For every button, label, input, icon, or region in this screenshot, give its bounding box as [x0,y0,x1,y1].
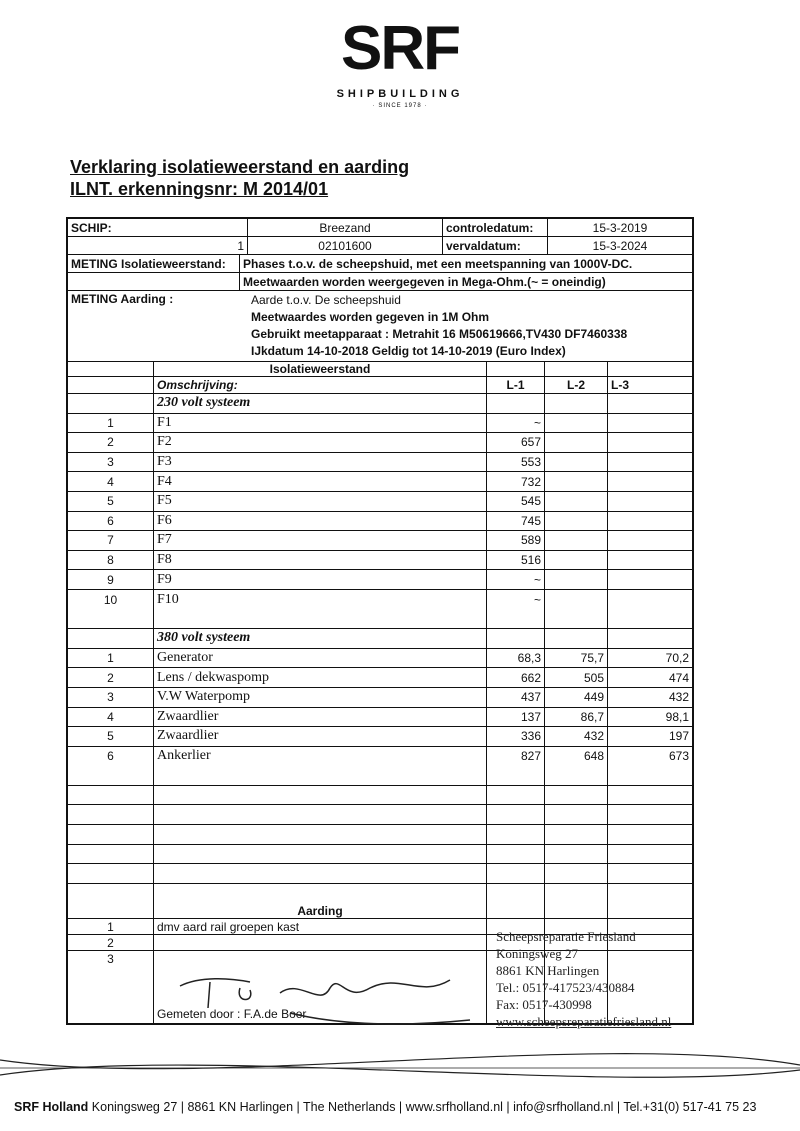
value-l2 [545,805,608,824]
value-l2 [545,786,608,805]
value-l3: 432 [668,690,689,705]
table-row [68,433,692,453]
schip-label: SCHIP: [68,219,248,236]
table-row [68,747,692,767]
table-row [68,590,692,610]
table-row [68,845,692,865]
footer-address: Koningsweg 27 | 8861 KN Harlingen | The Netherlands | www.srfholland.nl | info@srfholland.nl | Tel.+31(0) 517-41 75 23 [88,1100,757,1114]
value-l1 [487,766,545,785]
blank-cell [487,610,545,629]
aarding-meting-lines [251,292,627,360]
value-l2 [545,570,608,589]
value-l2 [545,590,608,610]
col-l2: L-2 [545,377,608,393]
signature [170,968,490,1038]
row-description [154,845,487,864]
row-description: F6 [154,512,487,531]
value-l2 [545,551,608,570]
stamp-line: 8861 KN Harlingen [496,963,600,978]
value-l2 [545,531,608,550]
row-number: 4 [68,472,154,491]
value-l3 [608,551,692,570]
section-230-title: 230 volt systeem [154,394,487,413]
row-description: F5 [154,492,487,511]
aarding-meting-line: Meetwaardes worden gegeven in 1M Ohm [251,310,490,324]
blank-cell [545,629,608,648]
blank-cell [487,903,545,918]
row-number: 9 [68,570,154,589]
row-description: F1 [154,414,487,433]
table-row [68,805,692,825]
blank-cell [608,610,692,629]
number-value: 1 [68,237,248,254]
row-number: 8 [68,551,154,570]
row-number: 2 [68,935,154,950]
row-description: F4 [154,472,487,491]
row-description [154,864,487,883]
page-footer [14,1100,756,1114]
header-row-meting-1 [68,255,692,273]
value-l1: 336 [487,727,545,746]
value-l3 [608,492,692,511]
value-l1: ~ [487,414,545,433]
row-description [154,935,487,950]
row-number: 1 [68,414,154,433]
company-logo [0,14,800,109]
value-l2 [545,492,608,511]
col-omschrijving: Omschrijving: [154,377,487,393]
row-number: 3 [68,951,154,967]
value-l3 [608,414,692,433]
value-l2 [545,884,608,904]
value-l1 [487,845,545,864]
row-number: 6 [68,747,154,767]
row-description: F10 [154,590,487,610]
row-description: dmv aard rail groepen kast [154,919,487,934]
row-number: 2 [68,433,154,452]
logo-brand: SRF [341,14,459,83]
document-title [70,156,409,200]
aarding-meting-line: IJkdatum 14-10-2018 Geldig tot 14-10-2019 (Euro Index) [251,344,566,358]
value-l3 [608,512,692,531]
value-l1: 437 [487,688,545,707]
header-row-schip [68,219,692,237]
value-l3 [608,531,692,550]
stamp-line: www.scheepsreparatiefriesland.nl [496,1014,672,1029]
value-l2 [545,414,608,433]
table-row [68,708,692,728]
stamp-line: Koningsweg 27 [496,946,578,961]
spacer-row [68,610,692,630]
value-l3 [608,766,692,785]
row-description [154,766,487,785]
value-l3 [608,570,692,589]
value-l2: 75,7 [545,649,608,668]
row-number: 10 [68,590,154,610]
gemeten-door: Gemeten door : F.A.de Boer [154,967,487,1023]
section-title: Isolatieweerstand [154,362,487,376]
stamp-line: Fax: 0517-430998 [496,997,592,1012]
aarding-title: Aarding [154,903,487,918]
value-l3 [608,825,692,844]
row-number: 1 [68,649,154,668]
table-section-header [68,362,692,377]
value-l3: 70,2 [665,651,689,666]
value-l2 [545,472,608,491]
row-description [154,884,487,904]
blank-cell [608,362,692,376]
value-l1 [487,825,545,844]
row-description: F3 [154,453,487,472]
blank-cell [68,629,154,648]
row-number: 4 [68,708,154,727]
blank-cell [487,629,545,648]
blank-cell [608,903,692,918]
row-description: F2 [154,433,487,452]
section-380-row [68,629,692,649]
row-number: 3 [68,688,154,707]
table-row [68,649,692,669]
value-l3 [608,433,692,452]
blank-cell [545,362,608,376]
row-description: V.W Waterpomp [154,688,487,707]
table-row [68,570,692,590]
value-l3 [608,786,692,805]
value-l3: 673 [668,749,689,764]
value-l2 [545,512,608,531]
row-description: Ankerlier [154,747,487,767]
row-number: 3 [68,453,154,472]
value-l1: ~ [487,590,545,610]
row-number [68,864,154,883]
value-l3 [608,472,692,491]
value-l2: 86,7 [545,708,608,727]
table-row [68,786,692,806]
value-l1: 68,3 [487,649,545,668]
table-row [68,688,692,708]
controledatum-value: 15-3-2019 [592,220,648,235]
value-l2: 449 [545,688,608,707]
blank-cell [68,362,154,376]
rows-230 [68,414,692,610]
row-description [154,805,487,824]
row-description: F7 [154,531,487,550]
value-l3 [608,453,692,472]
value-l1: 662 [487,668,545,687]
blank-cell [545,394,608,413]
value-l3 [608,805,692,824]
aarding-meting-line: Aarde t.o.v. De scheepshuid [251,293,401,307]
value-l3: 98,1 [665,709,689,724]
value-l3 [608,884,692,904]
blank-cell [68,377,154,393]
aarding-header-row [68,903,692,919]
value-l3 [608,845,692,864]
row-number: 2 [68,668,154,687]
blank-cell [487,394,545,413]
value-l2: 505 [545,668,608,687]
footer-company: SRF Holland [14,1100,89,1114]
value-l2: 648 [545,747,608,767]
blank-cell [154,610,487,629]
table-row [68,551,692,571]
blank-cell [68,394,154,413]
value-l1: 545 [487,492,545,511]
controledatum-label: controledatum: [443,219,548,236]
code-value: 02101600 [248,237,443,254]
value-l2 [545,864,608,883]
table-row [68,472,692,492]
isolatie-table [68,362,692,1023]
blank-cell [68,610,154,629]
value-l1 [487,884,545,904]
value-l3 [608,864,692,883]
row-number: 5 [68,492,154,511]
value-l1: 827 [487,747,545,767]
value-l1 [487,786,545,805]
col-l3: L-3 [611,378,629,392]
stamp-line: Scheepsreparatie Friesland [496,929,636,944]
vervaldatum-value: 15-3-2024 [592,238,648,253]
row-description: Generator [154,649,487,668]
row-description: Zwaardlier [154,708,487,727]
value-l2 [545,453,608,472]
vervaldatum-label: vervaldatum: [443,237,548,254]
value-l1: 657 [487,433,545,452]
row-description [154,951,487,967]
logo-sub: SHIPBUILDING [336,88,464,100]
table-row [68,766,692,786]
table-row [68,864,692,884]
blank-cell [68,967,154,1023]
meting-iso-line-2: Meetwaarden worden weergegeven in Mega-Ohm.(~ = oneindig) [243,274,606,289]
table-column-header [68,377,692,394]
value-l2 [545,845,608,864]
table-row [68,884,692,904]
table-row [68,727,692,747]
row-number [68,825,154,844]
header-row-meting-2 [68,273,692,291]
value-l1: 516 [487,551,545,570]
value-l2 [545,433,608,452]
row-number [68,766,154,785]
stamp-line: Tel.: 0517-417523/430884 [496,980,635,995]
row-number [68,884,154,904]
table-row [68,453,692,473]
value-l2 [545,825,608,844]
blank-cell [487,362,545,376]
value-l1: 745 [487,512,545,531]
meting-iso-label: METING Isolatieweerstand: [68,255,240,272]
table-row [68,512,692,532]
value-l1 [487,805,545,824]
certificate-form [66,217,694,1025]
row-number: 7 [68,531,154,550]
value-l3: 474 [668,670,689,685]
aarding-meting-label: METING Aarding : [71,292,174,306]
value-l1: ~ [487,570,545,589]
aarding-meting-box [68,291,692,362]
meting-iso-blank [68,273,240,290]
value-l1: 137 [487,708,545,727]
row-number: 5 [68,727,154,746]
blank-cell [608,394,692,413]
rows-380 [68,649,692,767]
row-number: 6 [68,512,154,531]
row-number [68,805,154,824]
blank-cell [545,903,608,918]
row-description: F9 [154,570,487,589]
title-line-1: Verklaring isolatieweerstand en aarding [70,157,410,177]
title-line-2: ILNT. erkenningsnr: M 2014/01 [70,179,329,199]
value-l1: 553 [487,453,545,472]
value-l3 [608,590,692,610]
table-row [68,492,692,512]
table-row [68,531,692,551]
section-380-title: 380 volt systeem [154,629,487,648]
table-row [68,825,692,845]
section-230-row [68,394,692,414]
row-description [154,825,487,844]
value-l1: 732 [487,472,545,491]
aarding-meting-line: Gebruikt meetapparaat : Metrahit 16 M50619666,TV430 DF7460338 [251,327,628,341]
value-l2: 432 [545,727,608,746]
footer-wave-decoration [0,1040,800,1100]
row-description: Zwaardlier [154,727,487,746]
row-number [68,845,154,864]
value-l1: 589 [487,531,545,550]
blank-rows [68,766,692,903]
blank-cell [545,610,608,629]
blank-cell [68,903,154,918]
col-l1: L-1 [487,377,545,393]
company-stamp [496,928,671,1030]
table-row [68,668,692,688]
row-description: Lens / dekwaspomp [154,668,487,687]
row-description [154,786,487,805]
row-description: F8 [154,551,487,570]
logo-since: · SINCE 1978 · [372,103,428,109]
schip-value: Breezand [248,219,443,236]
blank-cell [608,629,692,648]
value-l3: 197 [668,729,689,744]
row-number: 1 [68,919,154,934]
value-l1 [487,864,545,883]
meting-iso-line-1: Phases t.o.v. de scheepshuid, met een meetspanning van 1000V-DC. [243,256,633,271]
table-row [68,414,692,434]
row-number [68,786,154,805]
header-row-verval [68,237,692,255]
value-l2 [545,766,608,785]
